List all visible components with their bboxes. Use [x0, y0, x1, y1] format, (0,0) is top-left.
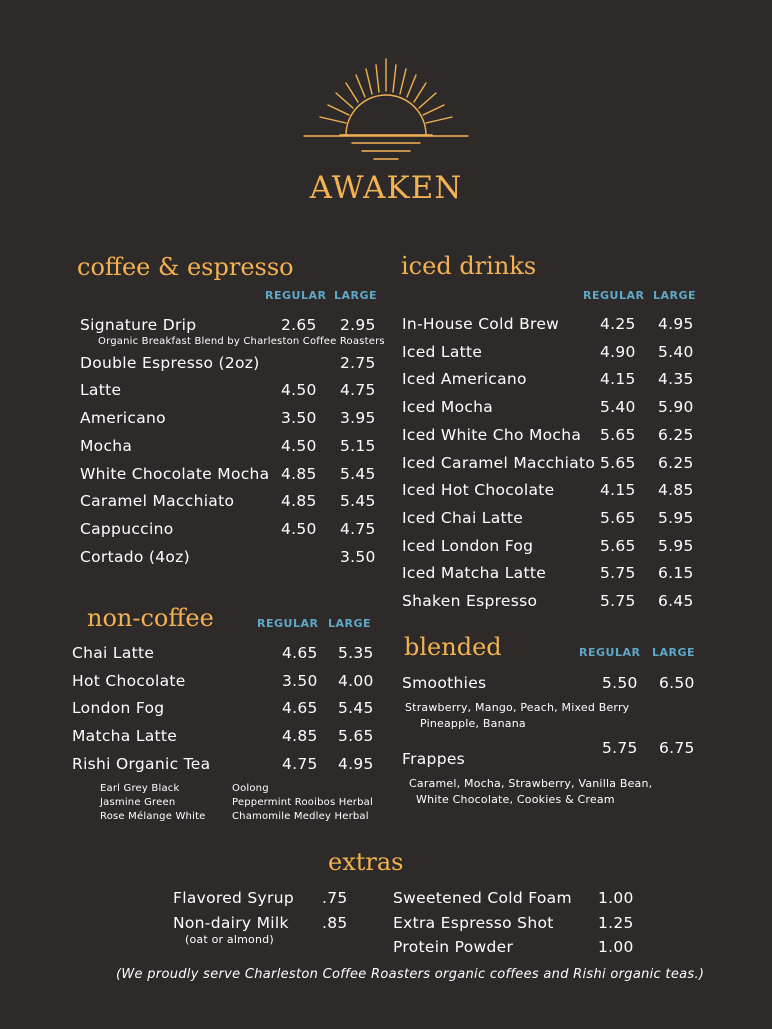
coffee-large-header: LARGE [334, 289, 378, 302]
menu-item-name: Latte [80, 381, 122, 400]
menu-item-name: Shaken Espresso [402, 592, 538, 610]
tea-option: Jasmine Green [100, 797, 176, 808]
menu-item-large-price: 3.50 [340, 547, 376, 566]
menu-item-name: Iced White Cho Mocha [402, 425, 582, 444]
menu-item-regular-price: 4.85 [281, 464, 317, 483]
menu-item-large-price: 4.75 [340, 381, 376, 400]
tea-option: Rose Mélange White [100, 811, 206, 822]
menu-item-large-price: 5.35 [338, 644, 374, 662]
menu-item-name: Cortado (4oz) [80, 547, 190, 566]
section-title-blended: blended [404, 633, 502, 661]
menu-item-large-price: 2.75 [340, 353, 376, 372]
menu-item-name: Cappuccino [80, 519, 174, 538]
menu-item-large-price: 5.45 [340, 492, 376, 511]
menu-item-regular-price: 5.75 [600, 592, 636, 610]
drip-note: Organic Breakfast Blend by Charleston Coffee Roasters [98, 336, 385, 347]
menu-item-regular-price: 4.50 [281, 519, 317, 538]
menu-item-large-price: 6.75 [659, 739, 695, 757]
menu-item-regular-price: 5.75 [602, 739, 638, 757]
menu-item-regular-price: 4.15 [600, 370, 636, 389]
menu-item-regular-price: 2.65 [281, 316, 317, 334]
menu-item-name: Smoothies [402, 674, 487, 692]
menu-item-name: Americano [80, 409, 166, 428]
menu-item-name: Iced Chai Latte [402, 508, 524, 527]
menu-item-large-price: 4.95 [338, 754, 374, 773]
extra-item-price: 1.00 [598, 938, 634, 956]
menu-item-regular-price: 5.65 [600, 508, 636, 527]
menu-item-regular-price: 4.75 [282, 754, 318, 773]
menu-item-large-price: 5.45 [340, 464, 376, 483]
menu-item-large-price: 4.85 [658, 481, 694, 500]
menu-item-regular-price: 4.85 [282, 727, 318, 746]
extra-item-name: Sweetened Cold Foam [393, 889, 572, 907]
menu-item-large-price: 4.00 [338, 671, 374, 690]
menu-item-large-price: 4.35 [658, 370, 694, 389]
menu-item-large-price: 4.75 [340, 519, 376, 538]
sunrise-logo-icon [300, 55, 472, 165]
tea-option: Earl Grey Black [100, 783, 180, 794]
section-title-coffee: coffee & espresso [77, 253, 294, 281]
menu-item-regular-price: 3.50 [281, 409, 317, 428]
iced-large-header: LARGE [653, 289, 697, 302]
menu-item-regular-price: 4.15 [600, 481, 636, 500]
menu-item-regular-price: 4.25 [600, 315, 636, 333]
menu-item-regular-price: 5.50 [602, 674, 638, 692]
menu-item-name: In-House Cold Brew [402, 315, 560, 333]
blended-large-header: LARGE [652, 646, 696, 659]
menu-item-name: Iced Matcha Latte [402, 564, 547, 583]
menu-item-name: Iced Americano [402, 370, 527, 389]
menu-item-name: Hot Chocolate [72, 671, 186, 690]
extra-item-name: Flavored Syrup [173, 889, 294, 907]
menu-item-name: Mocha [80, 436, 133, 455]
menu-item-large-price: 2.95 [340, 316, 376, 334]
menu-item-name: Caramel Macchiato [80, 492, 235, 511]
milk-note: (oat or almond) [185, 933, 274, 946]
iced-regular-header: REGULAR [583, 289, 645, 302]
menu-item-name: London Fog [72, 699, 165, 718]
menu-item-regular-price: 5.65 [600, 425, 636, 444]
noncoffee-regular-header: REGULAR [257, 617, 319, 630]
extra-item-price: 1.00 [598, 889, 634, 907]
frappe-flavors: White Chocolate, Cookies & Cream [416, 793, 615, 806]
menu-item-large-price: 5.90 [658, 398, 694, 417]
menu-item-name: White Chocolate Mocha [80, 464, 270, 483]
brand-name: AWAKEN [309, 170, 463, 206]
menu-item-regular-price: 4.65 [282, 644, 318, 662]
frappe-flavors: Caramel, Mocha, Strawberry, Vanilla Bean, [409, 777, 653, 790]
noncoffee-large-header: LARGE [328, 617, 372, 630]
menu-item-large-price: 5.65 [338, 727, 374, 746]
menu-item-large-price: 6.15 [658, 564, 694, 583]
menu-item-name: Iced Caramel Macchiato [402, 453, 596, 472]
smoothie-flavors: Pineapple, Banana [420, 717, 526, 730]
menu-item-large-price: 6.50 [659, 674, 695, 692]
menu-item-regular-price: 3.50 [282, 671, 318, 690]
menu-item-name: Double Espresso (2oz) [80, 353, 260, 372]
tea-option: Oolong [232, 783, 269, 794]
menu-item-large-price: 4.95 [658, 315, 694, 333]
menu-item-name: Iced Latte [402, 342, 483, 361]
tea-option: Chamomile Medley Herbal [232, 811, 369, 822]
extra-item-name: Non-dairy Milk [173, 914, 289, 932]
extra-item-price: 1.25 [598, 914, 634, 932]
menu-item-name: Iced London Fog [402, 536, 534, 555]
menu-item-large-price: 5.15 [340, 436, 376, 455]
section-title-extras: extras [328, 848, 404, 876]
menu-item-regular-price: 5.75 [600, 564, 636, 583]
tea-option: Peppermint Rooibos Herbal [232, 797, 373, 808]
coffee-regular-header: REGULAR [265, 289, 327, 302]
menu-item-large-price: 6.25 [658, 453, 694, 472]
menu-item-regular-price: 4.85 [281, 492, 317, 511]
menu-item-large-price: 3.95 [340, 409, 376, 428]
menu-item-large-price: 5.45 [338, 699, 374, 718]
menu-item-large-price: 6.45 [658, 592, 694, 610]
menu-item-large-price: 5.95 [658, 536, 694, 555]
menu-item-name: Matcha Latte [72, 727, 178, 746]
extra-item-price: .85 [322, 914, 348, 932]
extra-item-price: .75 [322, 889, 348, 907]
menu-item-name: Iced Hot Chocolate [402, 481, 555, 500]
menu-item-regular-price: 4.50 [281, 381, 317, 400]
extra-item-name: Protein Powder [393, 938, 514, 956]
blended-regular-header: REGULAR [579, 646, 641, 659]
section-title-noncoffee: non-coffee [87, 604, 214, 632]
menu-item-large-price: 5.40 [658, 342, 694, 361]
menu-item-name: Iced Mocha [402, 398, 494, 417]
menu-item-regular-price: 4.65 [282, 699, 318, 718]
menu-item-name: Chai Latte [72, 644, 155, 662]
extra-item-name: Extra Espresso Shot [393, 914, 554, 932]
menu-item-regular-price: 4.90 [600, 342, 636, 361]
menu-item-large-price: 6.25 [658, 425, 694, 444]
menu-item-name: Frappes [402, 750, 466, 768]
smoothie-flavors: Strawberry, Mango, Peach, Mixed Berry [405, 701, 630, 714]
menu-item-name: Signature Drip [80, 316, 197, 334]
menu-item-name: Rishi Organic Tea [72, 754, 211, 773]
section-title-iced: iced drinks [401, 252, 537, 280]
menu-item-regular-price: 5.40 [600, 398, 636, 417]
footer-note: (We proudly serve Charleston Coffee Roasters organic coffees and Rishi organic teas.) [116, 967, 705, 982]
menu-item-regular-price: 5.65 [600, 453, 636, 472]
menu-item-regular-price: 4.50 [281, 436, 317, 455]
menu-item-large-price: 5.95 [658, 508, 694, 527]
menu-item-regular-price: 5.65 [600, 536, 636, 555]
